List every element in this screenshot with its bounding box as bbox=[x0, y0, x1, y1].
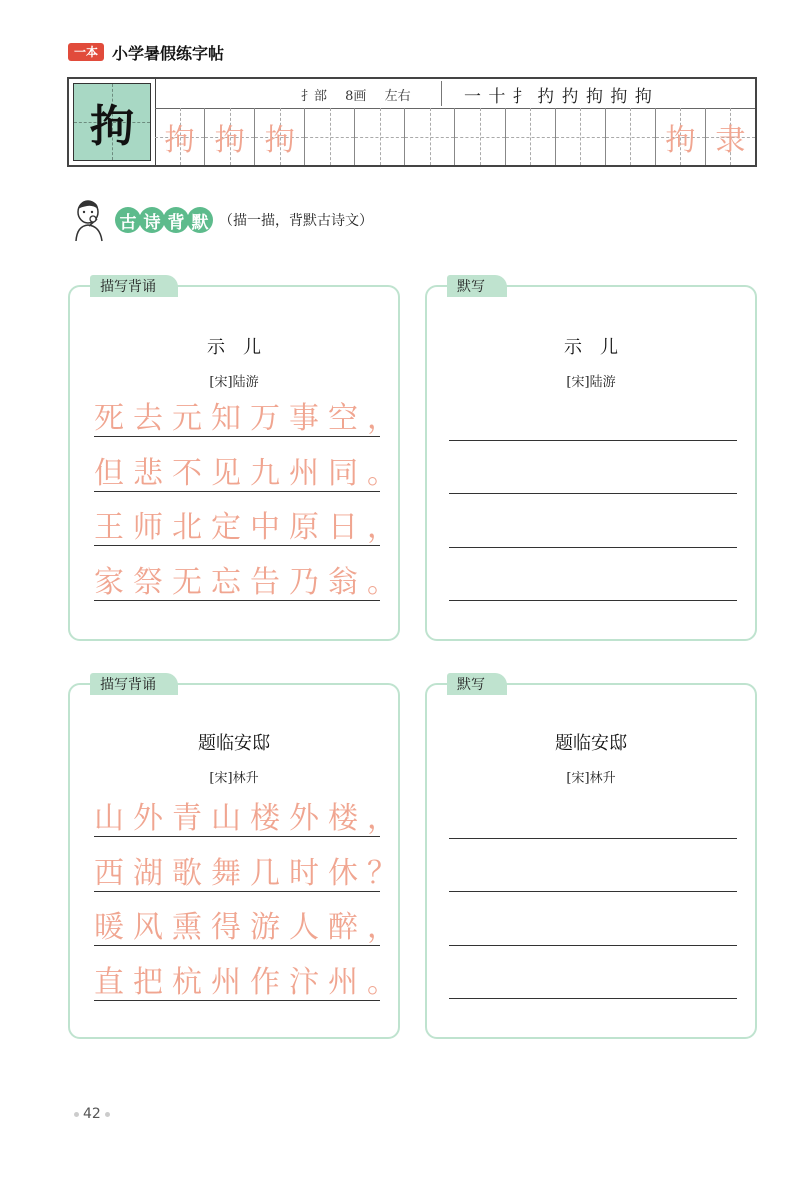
practice-cell[interactable] bbox=[506, 108, 556, 165]
trace-line: 暖风熏得游人醉， bbox=[94, 910, 406, 945]
trace-card-1 bbox=[68, 279, 406, 641]
write-tab-2: 默写 bbox=[447, 673, 507, 695]
section-title-char: 诗 bbox=[139, 207, 165, 233]
write-line[interactable] bbox=[449, 547, 737, 548]
write-card-2 bbox=[425, 677, 757, 1039]
practice-cell[interactable]: 拘 bbox=[656, 108, 706, 165]
practice-cell[interactable]: 拘 bbox=[205, 108, 255, 165]
page-number: 42 bbox=[74, 1106, 110, 1122]
practice-cell[interactable] bbox=[455, 108, 505, 165]
practice-cell[interactable] bbox=[556, 108, 606, 165]
section-hint: （描一描，背默古诗文） bbox=[219, 213, 373, 229]
practice-grid bbox=[155, 108, 755, 165]
character-info bbox=[301, 85, 425, 104]
write-line[interactable] bbox=[449, 493, 737, 494]
practice-cell[interactable]: 拘 bbox=[155, 108, 205, 165]
practice-cell[interactable] bbox=[355, 108, 405, 165]
poem-author-1-write: [宋]陆游 bbox=[566, 375, 616, 390]
poem-author-2: [宋]林升 bbox=[209, 771, 259, 786]
practice-cell[interactable] bbox=[606, 108, 656, 165]
practice-cell[interactable] bbox=[405, 108, 455, 165]
trace-tab-2: 描写背诵 bbox=[90, 673, 178, 695]
structure-label: 左右 bbox=[384, 89, 411, 104]
poem-title-1: 示 儿 bbox=[207, 337, 261, 358]
series-logo: 一本 bbox=[68, 43, 104, 61]
trace-card-2 bbox=[68, 677, 406, 1039]
write-line[interactable] bbox=[449, 440, 737, 441]
thinking-boy-icon bbox=[67, 197, 113, 243]
write-card-1 bbox=[425, 279, 757, 641]
character-practice-strip bbox=[67, 77, 757, 167]
write-line[interactable] bbox=[449, 891, 737, 892]
section-title bbox=[67, 197, 373, 243]
trace-line: 山外青山楼外楼， bbox=[94, 801, 406, 836]
poem-author-1: [宋]陆游 bbox=[209, 375, 259, 390]
write-line[interactable] bbox=[449, 998, 737, 999]
section-title-char: 古 bbox=[115, 207, 141, 233]
poem-title-1-write: 示 儿 bbox=[564, 337, 618, 358]
trace-line: 王师北定中原日， bbox=[94, 510, 406, 545]
trace-line: 直把杭州作汴州。 bbox=[94, 965, 406, 1000]
section-title-chars bbox=[115, 207, 211, 233]
trace-line: 但悲不见九州同。 bbox=[94, 456, 406, 491]
practice-cell[interactable]: 拘 bbox=[255, 108, 305, 165]
book-title: 小学暑假练字帖 bbox=[112, 43, 225, 63]
write-line[interactable] bbox=[449, 838, 737, 839]
trace-line: 死去元知万事空， bbox=[94, 401, 406, 436]
practice-cell[interactable]: 隶 bbox=[706, 108, 755, 165]
poem-title-2: 题临安邸 bbox=[198, 733, 270, 754]
stroke-order: 一 十 扌 扚 扚 拘 拘 拘 bbox=[464, 87, 653, 107]
write-line[interactable] bbox=[449, 945, 737, 946]
write-tab-1: 默写 bbox=[447, 275, 507, 297]
write-line[interactable] bbox=[449, 600, 737, 601]
main-character-cell: 拘 bbox=[73, 83, 151, 161]
trace-tab-1: 描写背诵 bbox=[90, 275, 178, 297]
practice-cell[interactable] bbox=[305, 108, 355, 165]
section-title-char: 默 bbox=[187, 207, 213, 233]
header bbox=[68, 41, 224, 63]
section-title-char: 背 bbox=[163, 207, 189, 233]
trace-line: 家祭无忘告乃翁。 bbox=[94, 565, 406, 600]
poem-title-2-write: 题临安邸 bbox=[555, 733, 627, 754]
trace-line: 西湖歌舞几时休？ bbox=[94, 856, 406, 891]
radical-label: 扌部 bbox=[301, 89, 328, 104]
stroke-count-label: 8画 bbox=[345, 89, 367, 104]
poem-author-2-write: [宋]林升 bbox=[566, 771, 616, 786]
